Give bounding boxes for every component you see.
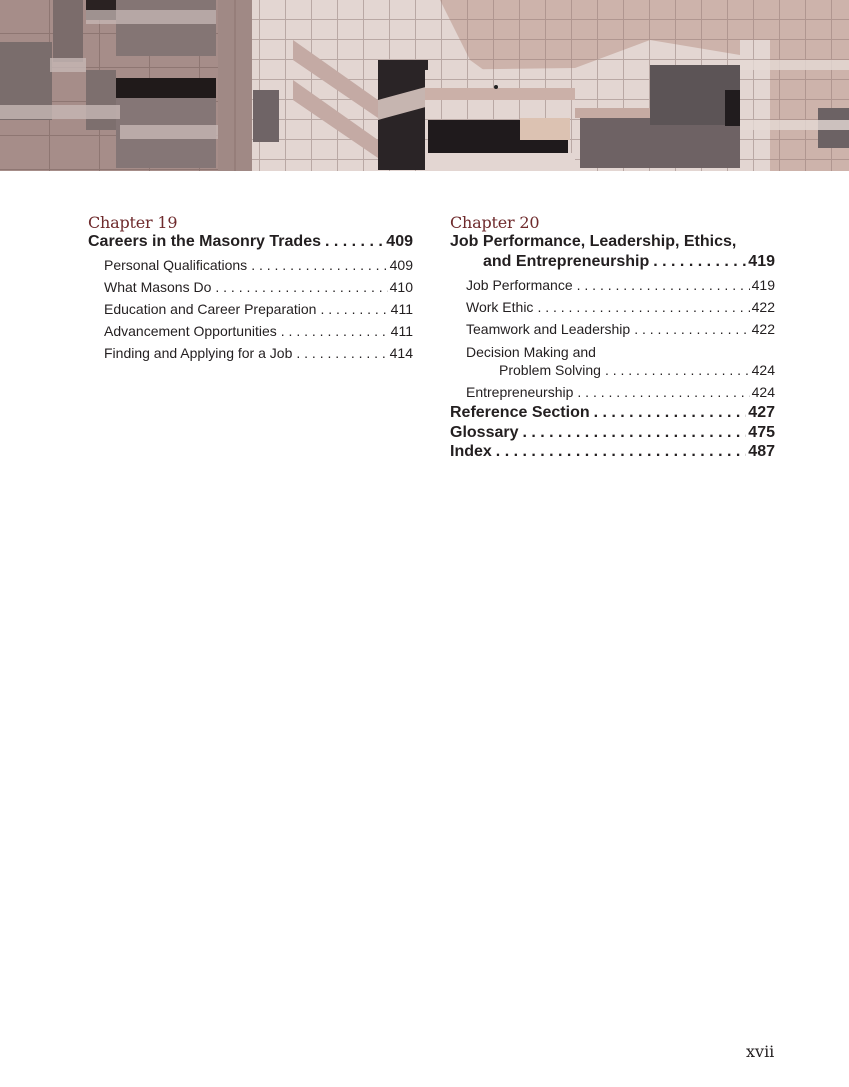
chapter-title: Careers in the Masonry Trades <box>88 233 321 250</box>
section-title: Advancement Opportunities <box>104 323 277 339</box>
toc-section-entry[interactable] <box>88 320 413 342</box>
section-title: What Masons Do <box>104 279 212 295</box>
dot-leader <box>533 296 749 318</box>
page-number: 410 <box>389 279 413 295</box>
back-matter-title: Glossary <box>450 423 519 441</box>
dot-leader <box>316 298 388 320</box>
page-number: 424 <box>751 362 775 378</box>
section-title: Teamwork and Leadership <box>466 321 631 337</box>
folio-page-number: xvii <box>746 1042 775 1061</box>
toc-chapter-entry[interactable] <box>450 232 775 272</box>
page-number: 411 <box>390 301 413 317</box>
dot-leader <box>292 342 387 364</box>
page-number: 419 <box>748 253 775 270</box>
dot-leader <box>590 403 747 423</box>
page-number: 409 <box>386 233 413 250</box>
toc-section-entry[interactable] <box>88 254 413 276</box>
toc-section-entry[interactable] <box>450 340 775 381</box>
back-matter-title: Index <box>450 443 492 460</box>
chapter-title-line2: and Entrepreneurship <box>483 253 650 270</box>
dot-leader <box>247 254 387 276</box>
page-number: 475 <box>748 423 775 441</box>
dot-leader <box>573 274 750 296</box>
dot-leader <box>277 320 389 342</box>
dot-leader <box>211 276 387 298</box>
section-title: Work Ethic <box>466 299 534 315</box>
section-title-line1: Decision Making and <box>466 344 596 360</box>
toc-column-right <box>450 213 775 462</box>
section-title: Personal Qualifications <box>104 257 248 273</box>
toc-section-entry[interactable] <box>450 381 775 403</box>
toc-section-entry[interactable] <box>88 276 413 298</box>
chapter-title-line1: Job Performance, Leadership, Ethics, <box>450 233 737 250</box>
toc-section-entry[interactable] <box>450 274 775 296</box>
toc-chapter-entry[interactable] <box>88 232 413 252</box>
section-title: Job Performance <box>466 277 573 293</box>
page-number: 422 <box>751 299 775 315</box>
page-number: 427 <box>748 404 775 421</box>
toc-index-entry[interactable] <box>450 442 775 462</box>
toc-section-entry[interactable] <box>450 318 775 340</box>
chapter-label: Chapter 19 <box>88 213 178 232</box>
section-title: Finding and Applying for a Job <box>104 345 293 361</box>
toc-reference-section-entry[interactable] <box>450 403 775 423</box>
page-number: 411 <box>390 323 413 339</box>
dot-leader <box>573 381 749 403</box>
toc-column-left <box>88 213 413 364</box>
page-number: 422 <box>751 321 775 337</box>
dot-leader <box>518 423 746 443</box>
page-number: 487 <box>748 443 775 460</box>
toc-section-entry[interactable] <box>88 298 413 320</box>
dot-leader <box>492 442 747 462</box>
chapter-label: Chapter 20 <box>450 213 540 232</box>
section-title: Entrepreneurship <box>466 384 574 400</box>
toc-section-entry[interactable] <box>88 342 413 364</box>
toc-section-entry[interactable] <box>450 296 775 318</box>
section-title-line2: Problem Solving <box>499 362 601 378</box>
page-number: 424 <box>751 384 775 400</box>
section-title: Education and Career Preparation <box>104 301 317 317</box>
back-matter-title: Reference Section <box>450 404 590 421</box>
dot-leader <box>321 232 384 252</box>
dot-leader <box>630 318 749 340</box>
dot-leader <box>601 361 750 379</box>
dot-leader <box>649 252 746 272</box>
header-building-photo <box>0 0 849 171</box>
page-number: 419 <box>751 277 775 293</box>
page-number: 409 <box>389 257 413 273</box>
page-number: 414 <box>389 345 413 361</box>
toc-glossary-entry[interactable] <box>450 423 775 443</box>
